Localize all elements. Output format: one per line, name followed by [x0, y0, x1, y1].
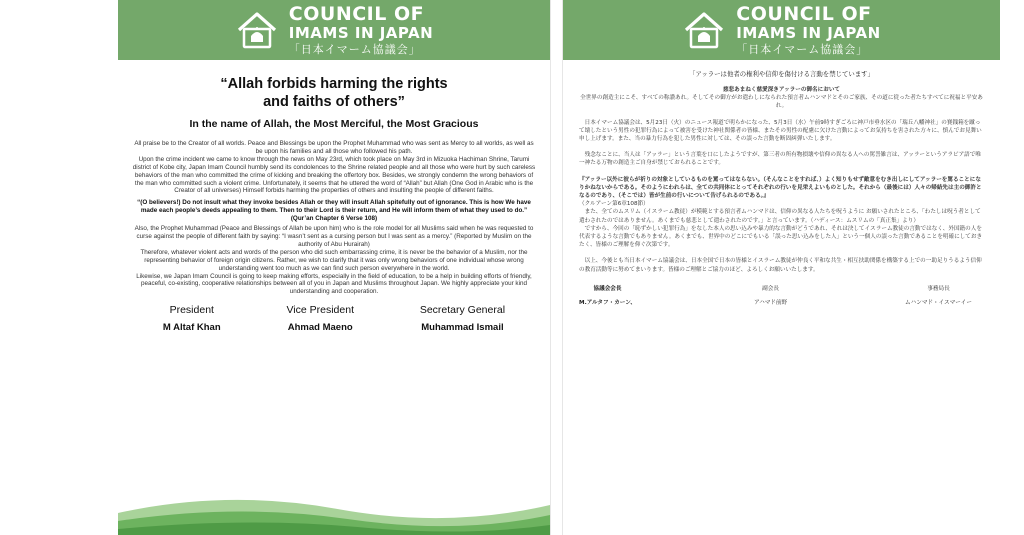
jp-paragraph-clarification: ですから、今回の「恥ずかしい犯罪行為」をなした本人の思い込みや暴力的な言動がどうであれ、それは決してイスラーム教徒の言動ではなく、外国籍の人を代表するような言動でもありません。あくまでも、世界中のどこにでもいる「誤った思い込みをした人」という一個人の誤った言動であることを明確にしておきたく、皆様のご理解を仰ぐ次第です。	[579, 225, 983, 249]
org-name-line2: IMAMS IN JAPAN	[736, 24, 881, 42]
english-letter-page	[118, 0, 551, 535]
jp-signature-name: アハマド前野	[753, 299, 788, 306]
decorative-green-waves	[118, 495, 550, 535]
quran-reference: (Qur’an Chapter 6 Verse 108)	[290, 215, 378, 223]
jp-signature-president	[579, 284, 636, 306]
letter-title-line1: “Allah forbids harming the rights	[220, 76, 448, 92]
jp-signature-title: 副会長	[762, 285, 779, 292]
jp-signature-name: M.アルタフ・カーン、	[579, 299, 637, 306]
japanese-letter-page	[562, 0, 1000, 535]
signature-title: Vice President	[286, 304, 354, 317]
signature-secretary-general	[420, 304, 505, 333]
paragraph-incident: Upon the crime incident we came to know through the news on May 23rd, which took place on May 3rd in Mizuoka Hachiman Shrine, Tarumi district of Kobe city, Japan Imam Council humbly send its condolences to the Shrine related people and all those who were hurt by such careless behaviors of the man who committed the crime of kicking and breaking the offertory box. Besides, we strongly condemn the wrong behaviors of the man who committed such a violent crime. Unfortunately, it seems that he uttered the word of “Allah” but Allah (One God in Arabic who is the Creator of all universes) Himself forbids harming the properties of others and insulting the people of different faiths.	[132, 155, 536, 195]
signature-president	[163, 304, 221, 333]
signature-vice-president	[286, 304, 354, 333]
paragraph-clarification: Therefore, whatever violent acts and words of the person who did such embarrassing crime, it is never be the behavior of a Muslim, nor the representing behavior of foreign origin citizens. Rather, we wish to clarify that it was only wrong behaviors of one individual whose wrong understanding went too much as we can find such person everywhere in the world.	[140, 248, 528, 272]
org-name	[289, 5, 433, 55]
org-name-japanese: 「日本イマーム協議会」	[736, 43, 869, 56]
signature-name: Muhammad Ismail	[421, 322, 504, 334]
jp-signature-title: 協議会会長	[593, 285, 622, 292]
jp-paragraph-hadith: また、全てのムスリム（イスラーム教徒）が模範とする預言者ムハンマドは、信仰の異なる人たちを呪うように お願いされたところ、「わたしは呪う者として遣わされたのではありません。あくまでも慈悲として遣わされたのです。」と言っています。（ハディース：ムスリムの「真正集」より）	[579, 209, 981, 224]
jp-quran-quote: 『アッラー以外に彼らが祈りの対象としているものを罵ってはならない。（そんなことをすれば、）よく知りもせず敵意をむき出しにしてアッラーを罵ることになりかねないからである。そのようにわれらは、全ての共同体にとってそれぞれの行いを見栄えよいものとした。それから（最後には）人々の帰結先は主の御許となるのであり、（そこでは）皆が生前の行いについて告げられるのである。』	[579, 176, 982, 200]
jp-praise: 全世界の創造主にこそ、すべての称讃あれ。そしてその御方がお遣わしになられた預言者ムハンマドとそのご家族、その道に従った者たちすべてに祝福と平安あれ。	[580, 95, 983, 110]
letter-title-line2: and faiths of others”	[263, 94, 405, 110]
jp-letter-body	[579, 86, 984, 274]
jp-paragraph-commitment: 以上、今後とも当日本イマーム協議会は、日本全国で日本の皆様とイスラーム教徒が仲良く平和な共生・相互扶助関係を構築する上での一助足りうるよう信仰の教育活動等に努めてまいります。皆様のご理解とご協力のほど、よろしくお願いいたします。	[579, 258, 982, 273]
jp-quran-reference: （クルアーン第6章108節）	[579, 201, 649, 208]
mosque-logo-icon	[682, 8, 726, 52]
org-name-line2: IMAMS IN JAPAN	[288, 24, 434, 42]
signature-name: M Altaf Khan	[162, 322, 221, 334]
signature-row	[130, 304, 538, 333]
basmala-subtitle: In the name of Allah, the Most Merciful, the Most Gracious	[189, 118, 479, 130]
jp-signature-row	[579, 284, 972, 306]
jp-paragraph-incident: 日本イマーム協議会は、5月23日（火）のニュース報道で明らかになった、5月3日（水）午前9時すぎごろに神戸市垂水区の「瑞丘八幡神社」の賽銭箱を蹴って壊したという男性の犯罪行為によって被害を受けた神社関係者の皆様、またその男性の配慮に欠けた言動によってお気持ちを害された方々に、慎んでお見舞い申し上げます。また、当の暴力行為を犯した男性に対しては、その誤った言動を断固糾弾いたします。	[579, 119, 982, 143]
paragraph-hadith: Also, the Prophet Muhammad (Peace and Blessings of Allah be upon him) who is the role model for all Muslims said when he was requested to curse against the people of different faith by saying: “I wasn’t sent as a cursing person but I was sent as a mercy.” (Reported by Muslim on the authority of Abu Hurairah)	[134, 225, 534, 248]
quran-quote: “(O believers!) Do not insult what they invoke besides Allah or they will insult Allah spitefully out of ignorance. This is how We have made each people’s deeds appealing to them. Then to their Lord is their return, and He will inform them of what they used to do.”	[137, 199, 531, 215]
header-banner	[118, 0, 550, 60]
signature-title: Secretary General	[419, 304, 506, 317]
jp-paragraph-forbidden: 残念なことに、当人は「アッラー」という言葉を口にしたようですが、第三者の所有物損壊や信仰の異なる人への罵詈雑言は、アッラーというアラビア語で唯一神たる万物の創造主ご自身が禁じておられることです。	[579, 152, 981, 167]
jp-basmala: 慈悲あまねく慈愛深きアッラーの御名において	[722, 87, 841, 93]
paragraph-praise: All praise be to the Creator of all worlds. Peace and Blessings be upon the Prophet Muhammad who was sent as Mercy to all worlds, as well as be upon his families and all those who followed his path.	[134, 140, 534, 155]
org-name-line1: COUNCIL OF	[288, 3, 425, 25]
letter-title	[118, 75, 550, 111]
header-banner	[563, 0, 1000, 60]
jp-signature-vice-president	[754, 284, 787, 306]
jp-signature-secretary-general	[905, 284, 972, 306]
org-name-line1: COUNCIL OF	[736, 3, 872, 25]
org-name	[736, 5, 880, 55]
jp-letter-title: 「アッラーは他者の権利や信仰を傷付ける言動を禁じています」	[689, 70, 874, 78]
letter-body	[132, 140, 536, 296]
mosque-logo-icon	[235, 8, 279, 52]
org-name-japanese: 「日本イマーム協議会」	[288, 43, 421, 56]
jp-signature-title: 事務局長	[927, 285, 950, 292]
jp-signature-name: ムハンマド・イスマーイー	[905, 299, 972, 306]
paragraph-commitment: Likewise, we Japan Imam Council is going to keep making efforts, especially in the field of education, to be a help in building efforts of friendly, peaceful, co-existing, cooperative relationships between all of you in Japan and Muslims throughout Japan. We highly appreciate your kind understanding and cooperation.	[136, 272, 532, 296]
signature-title: President	[169, 304, 214, 317]
signature-name: Ahmad Maeno	[287, 322, 353, 334]
